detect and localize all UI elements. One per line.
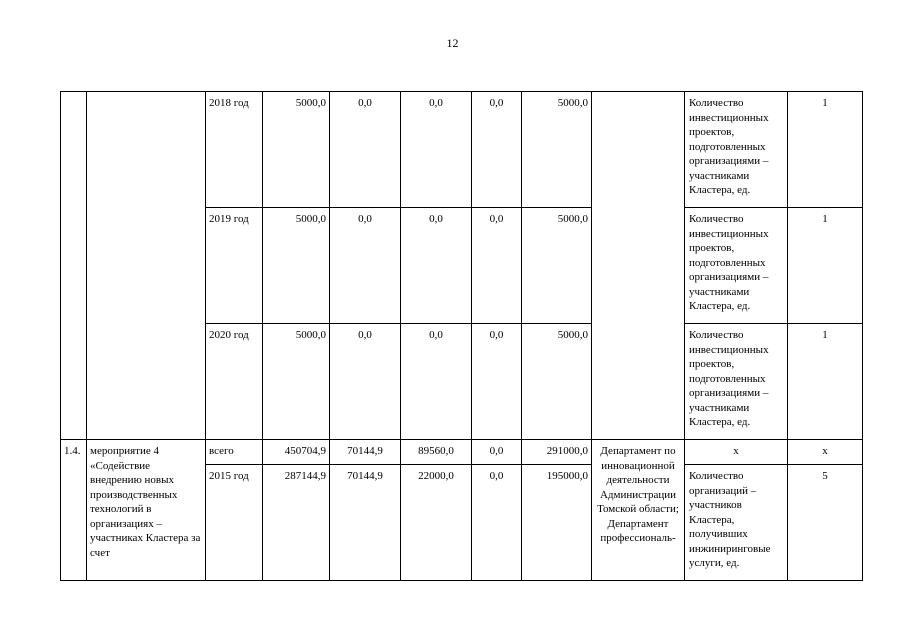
name-cell bbox=[87, 92, 206, 440]
indicator-cell: Количество инвестиционных проектов, подготовленных организациями – участниками Кластера, ед. bbox=[685, 324, 788, 440]
indicator-cell: Количество инвестиционных проектов, подготовленных организациями – участниками Кластера, ед. bbox=[685, 208, 788, 324]
total-cell: 5000,0 bbox=[263, 324, 330, 440]
value-cell: 1 bbox=[788, 92, 863, 208]
value-cell: 5 bbox=[788, 465, 863, 581]
regional-cell: 0,0 bbox=[401, 92, 472, 208]
total-cell: 287144,9 bbox=[263, 465, 330, 581]
responsible-cell bbox=[592, 92, 685, 440]
year-cell: 2015 год bbox=[206, 465, 263, 581]
total-cell: 5000,0 bbox=[263, 92, 330, 208]
item-name: мероприятие 4 «Содействие внедрению новых производственных технологий в организациях – участниках Кластера за счет bbox=[87, 440, 206, 581]
regional-cell: 0,0 bbox=[401, 208, 472, 324]
total-cell: 450704,9 bbox=[263, 440, 330, 465]
local-cell: 0,0 bbox=[472, 324, 522, 440]
table-row bbox=[61, 440, 863, 465]
federal-cell: 70144,9 bbox=[330, 440, 401, 465]
other-cell: 5000,0 bbox=[522, 208, 592, 324]
federal-cell: 0,0 bbox=[330, 324, 401, 440]
value-cell: х bbox=[788, 440, 863, 465]
other-cell: 195000,0 bbox=[522, 465, 592, 581]
other-cell: 291000,0 bbox=[522, 440, 592, 465]
regional-cell: 22000,0 bbox=[401, 465, 472, 581]
value-cell: 1 bbox=[788, 208, 863, 324]
indicator-cell: х bbox=[685, 440, 788, 465]
item-number: 1.4. bbox=[61, 440, 87, 581]
regional-cell: 89560,0 bbox=[401, 440, 472, 465]
other-cell: 5000,0 bbox=[522, 324, 592, 440]
number-cell bbox=[61, 92, 87, 440]
local-cell: 0,0 bbox=[472, 465, 522, 581]
local-cell: 0,0 bbox=[472, 92, 522, 208]
year-cell: всего bbox=[206, 440, 263, 465]
year-cell: 2020 год bbox=[206, 324, 263, 440]
local-cell: 0,0 bbox=[472, 440, 522, 465]
regional-cell: 0,0 bbox=[401, 324, 472, 440]
year-cell: 2019 год bbox=[206, 208, 263, 324]
value-cell: 1 bbox=[788, 324, 863, 440]
program-table bbox=[60, 91, 863, 581]
total-cell: 5000,0 bbox=[263, 208, 330, 324]
federal-cell: 0,0 bbox=[330, 92, 401, 208]
federal-cell: 70144,9 bbox=[330, 465, 401, 581]
federal-cell: 0,0 bbox=[330, 208, 401, 324]
responsible-cell: Департамент по инновационной деятельности Администрации Томской области; Департамент профессиональ- bbox=[592, 440, 685, 581]
table-row bbox=[61, 92, 863, 208]
page-number: 12 bbox=[446, 36, 459, 50]
other-cell: 5000,0 bbox=[522, 92, 592, 208]
indicator-cell: Количество организаций – участников Кластера, получивших инжиниринговые услуги, ед. bbox=[685, 465, 788, 581]
indicator-cell: Количество инвестиционных проектов, подготовленных организациями – участниками Кластера, ед. bbox=[685, 92, 788, 208]
local-cell: 0,0 bbox=[472, 208, 522, 324]
year-cell: 2018 год bbox=[206, 92, 263, 208]
